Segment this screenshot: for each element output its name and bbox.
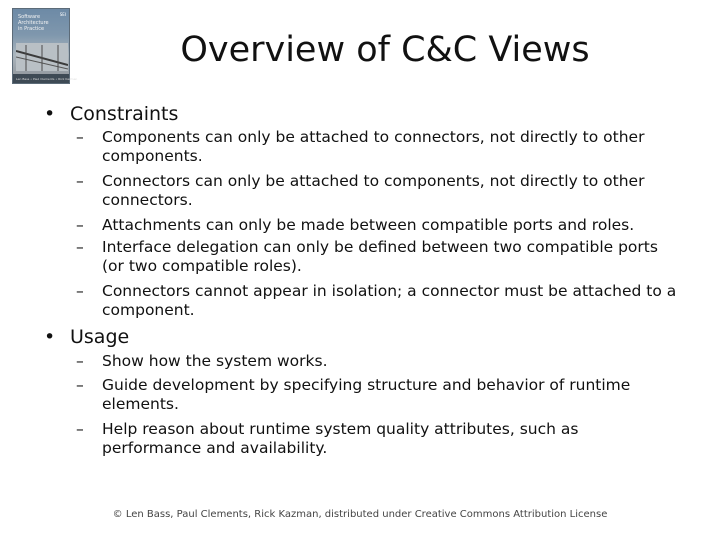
bullet-marker: • — [44, 326, 56, 348]
dash-marker: – — [76, 420, 84, 438]
slide-title: Overview of C&C Views — [180, 30, 590, 70]
section-heading-usage: Usage — [70, 326, 130, 348]
book-cover-image — [12, 8, 78, 84]
dash-marker: – — [76, 128, 84, 146]
usage-text: Show how the system works. — [102, 352, 328, 370]
constraint-text: Components can only be attached to connectors, not directly to other components. — [102, 128, 645, 165]
book-badge: SEI — [59, 12, 66, 17]
constraint-text: Attachments can only be made between compatible ports and roles. — [102, 216, 635, 234]
constraint-text: Connectors cannot appear in isolation; a connector must be attached to a component. — [102, 282, 677, 319]
dash-marker: – — [76, 352, 84, 370]
dash-marker: – — [76, 216, 84, 234]
dash-marker: – — [76, 172, 84, 190]
book-title: Software Architecture in Practice — [18, 14, 49, 32]
usage-text: Help reason about runtime system quality attributes, such as performance and availability. — [102, 420, 579, 457]
constraint-text: Connectors can only be attached to components, not directly to other connectors. — [102, 172, 645, 209]
dash-marker: – — [76, 376, 84, 394]
book-authors: Len Bass • Paul Clements • Rick Kazman — [16, 77, 78, 81]
bridge-illustration — [16, 43, 68, 71]
usage-text: Guide development by specifying structure and behavior of runtime elements. — [102, 376, 631, 413]
dash-marker: – — [76, 282, 84, 300]
dash-marker: – — [76, 238, 84, 256]
constraint-text: Interface delegation can only be defined between two compatible ports (or two compatible roles). — [102, 238, 658, 275]
copyright-footer: © Len Bass, Paul Clements, Rick Kazman, distributed under Creative Commons Attribution License — [112, 509, 608, 520]
bullet-marker: • — [44, 103, 56, 125]
section-heading-constraints: Constraints — [70, 103, 179, 125]
